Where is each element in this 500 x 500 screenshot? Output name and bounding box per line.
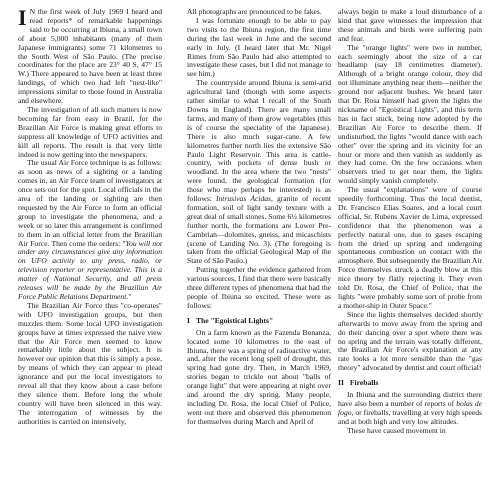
section-title: Fireballs [349, 378, 379, 388]
text-column-3 [338, 8, 482, 498]
paragraph: All photographs are pronounced to be fakes. [187, 8, 322, 16]
paragraph: I was fortunate enough to be able to pay two visits to the Ibiuna region, the first time during the last week in June and the second early in July. (I heard later that Mr. Nigel Rimes from São Paulo had also attempted to investigate these cases, but I did not manage to see him.) [187, 15, 331, 79]
italic-quote: You will not under any circumstances give any information on UFO activity to any press, radio, or television reporter or representative. This is a matter of National Security, and all press releases will be made by the Brazilian Air Force Public Relations Department [18, 238, 162, 301]
paragraph: The "orange lights" were two in number, each seemingly about the size of a car headlamp (say 18 centimetres diameter). Although of a bright orange colour, they did not illuminate anything near them—neither the ground nor adjacent bushes. We heard later that Dr. Rosa himself had given the lights the nickname of "Egoistical Lights", and this term has in fact stuck, being now adopted by the Brazilian Air Force to describe them. If undisturbed, the lights "would dance with each other" over the spring and its vicinity for an hour or more and then vanish as suddenly as they had come. On the few occasions when observers tried to get near them, the lights would simply vanish completely. [338, 42, 482, 186]
paragraph: I N the first week of July 1969 I heard and read reports* of remarkable happenings said to be occurring at Ibiuna, a small town of about 5,000 inhabitants (many of them Japanese immigrants) some 71 kilometres to the South West of São Paulo. (The precise coordinates for the place are 23° 40 S, 47° 15 W.) There appeared to have been at least three landings, of which two had left "nest-like" impressions similar to those found in Australia and elsewhere. [18, 8, 162, 106]
paragraph: Putting together the evidence gathered from various sources, I find that there were basically three different types of phenomena that had the people of Ibiuna so excited. These were as follows: [187, 265, 331, 310]
italic-term: bolas de fogo [338, 398, 482, 417]
paragraph: Since the lights themselves decided shortly afterwards to move away from the spring and do their dancing over a spot where there was no spring and the terrain was totally different, the Brazilian Air Force's explanation at any rate looks a lot more sensible than the "gas theory" advocated by dentist and court official! [338, 309, 482, 373]
paragraph: The countryside around Ibiuna is semi-arid agricultural land (though with some aspects rather similar to what I recall of the South Downs in England). There are many small farms, and many of them grow vegetables (this is of course the speciality of the Japanese). There is also much sugar-cane. A few kilometres further north lies the extensive São Paulo Light Reservoir. This area is cattle-country, with pockets of dense bush or woodland. In the area where the two "nests" were found, the geological formation (for those who may perhaps be interested) is as follows: Intrusivas Ácidas, granite of recent formation, soil of light sandy texture with a great deal of small stones. Some 6½ kilometres further north, the formations are Lower Pre-Cambrian—dolomites, gneiss, and micaschists (scene of Landing No. 3). (The foregoing is taken from the official Geological Map of the State of São Paulo.) [187, 78, 331, 266]
paragraph: The usual "explanations" were of course speedily forthcoming. Thus the local dentist, Dr. Francisco Elias Soares, and a local court official, Sr. Rubens Xavier de Lima, expressed confidence that the phenomenon was a perfectly natural one, due to gases escaping from the dried up spring and undergoing spontaneous combustion on contact with the atmosphere. But subsequently the Brazilian Air Force themselves struck a deadly blow at this nice theory by flatly rejecting it. They even told Dr. Rosa, the Chief of Police, that the lights "were probably some sort of probe from a mother-ship in Outer Space." [338, 185, 482, 310]
section-number: I [187, 315, 190, 325]
paragraph: On a farm known as the Fazenda Bonanza, located some 10 kilometres to the east of Ibiuna, there was a spring of radioactive water, and, after the recent long spell of drought, this spring had gone dry. Then, in March 1969, stories began to trickle out about "balls of orange light" that were appearing at night over and around the dry spring. Many people, including Dr. Rosa, the local Chief of Police, went out there and observed this phenomenon for themselves during March and April of [187, 327, 331, 426]
section-heading [338, 379, 482, 388]
text-column-1 [18, 8, 162, 498]
paragraph: The Brazilian Air Force thus "co-operates" with UFO investigation groups, but then muzzles them. Some local UFO investigation groups have at times expressed the naive view that the Air Force men seemed to know remarkably little about the subject. It is however our opinion that this is simply a pose, by means of which they can appear to plead ignorance and put the local investigators to reveal all that they know about a case before they silence them. Before long the whole country will have been silenced in this way. The interrogation of witnesses by the authorities is carried on intensively, [18, 300, 162, 426]
section-heading [187, 317, 331, 326]
drop-cap: I [18, 8, 27, 30]
paragraph: These have caused movement in [347, 425, 446, 435]
paragraph: always begin to make a loud disturbance of a kind that gave witnesses the impression that these animals and birds were suffering pain and fear. [338, 8, 482, 43]
section-number: II [338, 378, 344, 388]
paragraph: The usual Air Force technique is as follows: as soon as news of a sighting or a landing comes in, an Air Force team of investigators at once sets out for the spot. Local officials in the area of the landing or sighting are then requested by the Air Force to form an official group to investigate the phenomena, and a week or so later this arrangement is confirmed to them in an official letter from the Brazilian Air Force. Then come the orders: "You will not under any circumstances give any information on UFO activity to any press, radio, or television reporter or representative. This is a matter of National Security, and all press releases will be made by the Brazilian Air Force Public Relations Department." [18, 158, 162, 301]
paragraph: The investigation of all such matters is now becoming far from easy in Brazil, for the Brazilian Air Force is making great efforts to suppress all knowledge of UFO activities and kill all reports. The result is that very little indeed is now getting into the newspapers. [18, 104, 162, 159]
paragraph: In Ibiuna and the surrounding district there have also been a number of reports of bolas de fogo, or fireballs, travelling at very high speeds and at both high and very low altitudes. [338, 390, 482, 426]
text-column-2 [187, 8, 331, 498]
section-title: The "Egoistical Lights" [195, 315, 274, 325]
italic-term: Intrusivas Ácidas [215, 194, 272, 204]
